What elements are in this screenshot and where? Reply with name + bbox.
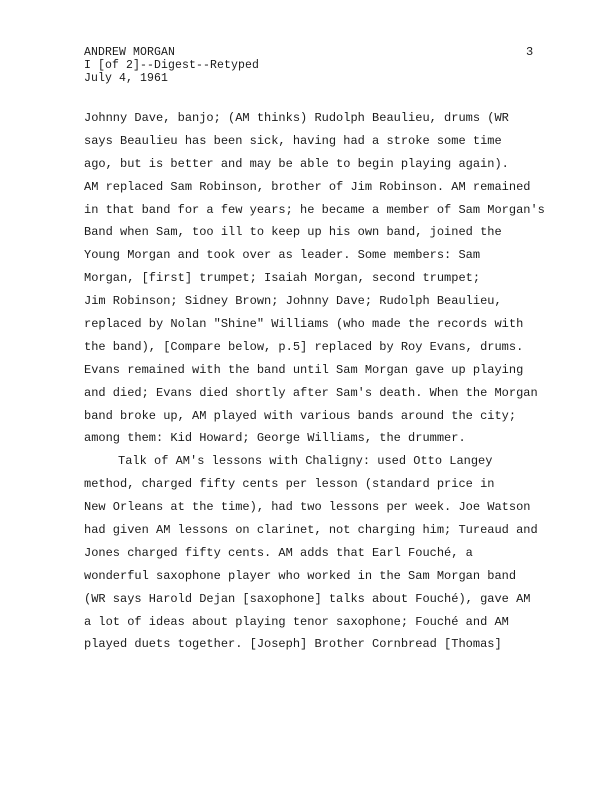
body-line: replaced by Nolan "Shine" Williams (who made the records with [84, 317, 524, 332]
body-line: band broke up, AM played with various bands around the city; [84, 408, 517, 423]
header-subtitle: I [of 2]--Digest--Retyped [84, 59, 260, 72]
document-header [84, 46, 259, 85]
body-line: (WR says Harold Dejan [saxophone] talks about Fouché), gave AM [84, 591, 531, 606]
body-line: had given AM lessons on clarinet, not charging him; Tureaud and [84, 523, 538, 538]
body-line: a lot of ideas about playing tenor saxophone; Fouché and AM [84, 614, 509, 629]
body-line: Band when Sam, too ill to keep up his own band, joined the [84, 225, 502, 240]
header-date: July 4, 1961 [84, 72, 169, 85]
body-line: Johnny Dave, banjo; (AM thinks) Rudolph Beaulieu, drums (WR [84, 111, 509, 125]
body-line: ago, but is better and may be able to begin playing again). [84, 156, 509, 171]
body-line: in that band for a few years; he became a member of Sam Morgan's [84, 202, 545, 217]
body-line: among them: Kid Howard; George Williams, the drummer. [84, 431, 466, 446]
body-line: AM replaced Sam Robinson, brother of Jim Robinson. AM remained [84, 179, 531, 194]
body-line: Jones charged fifty cents. AM adds that Earl Fouché, a [84, 545, 473, 560]
body-line: Morgan, [first] trumpet; Isaiah Morgan, second trumpet; [84, 271, 481, 286]
body-line: the band), [Compare below, p.5] replaced by Roy Evans, drums. [84, 339, 524, 354]
body-line: Evans remained with the band until Sam Morgan gave up playing [84, 362, 524, 377]
document-body [84, 107, 584, 656]
body-line: wonderful saxophone player who worked in the Sam Morgan band [84, 568, 517, 583]
paragraph-start-line: Talk of AM's lessons with Chaligny: used Otto Langey [118, 454, 493, 469]
body-line: and died; Evans died shortly after Sam's death. When the Morgan [84, 385, 538, 400]
body-line: New Orleans at the time), had two lessons per week. Joe Watson [84, 500, 531, 515]
header-name: ANDREW MORGAN [84, 46, 176, 59]
body-line: played duets together. [Joseph] Brother Cornbread [Thomas] [84, 637, 502, 652]
body-line: Young Morgan and took over as leader. Some members: Sam [84, 248, 481, 263]
body-line: method, charged fifty cents per lesson (standard price in [84, 477, 495, 492]
page-number: 3 [526, 45, 534, 59]
body-line: says Beaulieu has been sick, having had a stroke some time [84, 133, 502, 148]
body-line: Jim Robinson; Sidney Brown; Johnny Dave; Rudolph Beaulieu, [84, 294, 502, 309]
